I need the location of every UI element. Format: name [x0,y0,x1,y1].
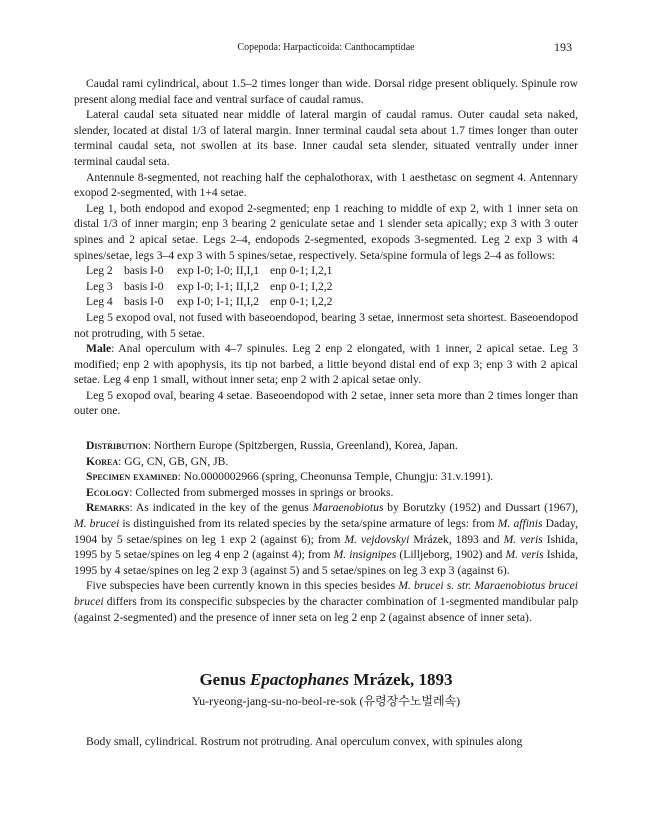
male-label: Male [86,342,112,356]
genus-description: Body small, cylindrical. Rostrum not protruding. Anal operculum convex, with spinules along [86,735,523,749]
formula-leg: Leg 4 [86,295,113,309]
taxon-name: M. brucei s. str. Maraenobiotus brucei brucei [74,579,578,608]
ecology-text: : Collected from submerged mosses in springs or brooks. [129,485,394,499]
taxon-name: M. vejdovskyi [344,532,410,546]
remarks-label: Remarks [86,501,130,515]
paragraph-leg5: Leg 5 exopod oval, not fused with baseoendopod, bearing 3 setae, innermost seta shortest. Baseoendopod not protruding, with 5 setae. [74,310,578,340]
paragraph-male [74,341,578,388]
taxon-name: M. brucei [74,517,120,531]
running-head-title: Copepoda: Harpacticoida: Canthocamptidae [237,42,415,53]
running-head [80,40,572,56]
taxon-name: M. insignipes [333,548,397,562]
subspecies-paragraph [74,578,578,625]
distribution-label: Distribution [86,439,148,453]
formula-exp: exp I-0; I-0; II,I,1 [177,264,260,278]
paragraph-caudal-rami: Caudal rami cylindrical, about 1.5–2 times longer than wide. Dorsal ridge present obliquely. Spinule row present along medial face and ventral surface of caudal ramus. [74,77,578,106]
section-spacer [74,419,578,438]
remarks-entry [74,500,578,578]
korea-label: Korea [86,454,119,468]
remarks-text: Mrázek, 1893 and [409,532,504,546]
remarks-text: Daday, 1904 by 5 setae/spines on leg 1 exp 2 (against 6); from [74,517,578,546]
ecology-entry [74,485,578,501]
specimen-text: : No.0000002966 (spring, Cheonunsa Temple, Chungju: 31.v.1991). [177,470,494,484]
seta-formula-table [74,263,578,310]
taxon-name: M. affinis [497,517,543,531]
formula-enp: enp 0-1; I,2,2 [270,295,333,309]
genus-prefix: Genus [199,670,250,690]
korea-text: : GG, CN, GB, GN, JB. [118,454,229,468]
genus-name: Epactophanes [249,670,350,690]
remarks-text: is distinguished from its related species by the seta/spine armature of legs: from [119,517,498,531]
taxon-name: Maraenobiotus [312,501,384,515]
formula-basis: basis I-0 [124,264,164,278]
remarks-text: Ishida, 1995 by 4 setae/spines on leg 2 exp 3 (against 5) and 5 setae/spines on leg 3 exp 3 (against 6). [74,548,579,577]
paragraph-antennule: Antennule 8-segmented, not reaching half the cephalothorax, with 1 aesthetasc on segment 4. Antennary exopod 2-segmented, with 1+4 setae. [74,170,578,200]
distribution-entry [74,438,578,454]
ecology-label: Ecology [86,485,130,499]
formula-leg: Leg 2 [86,264,113,278]
formula-basis: basis I-0 [124,279,164,293]
formula-enp: enp 0-1; I,2,1 [270,264,333,278]
genus-author: Mrázek, 1893 [349,670,453,690]
male-text: : Anal operculum with 4–7 spinules. Leg 2 enp 2 elongated, with 1 inner, 2 apical setae. Leg 3 modified; enp 2 with apophysis, its tip not barbed, a little beyond distal end of exp 3; enp 3 with 2 apical setae. Leg 4 enp 1 small, without inner seta; enp 2 with 2 apical setae only. [74,342,578,387]
remarks-text: : As indicated in the key of the genus [129,501,313,515]
formula-row [74,294,578,310]
specimen-entry [74,469,578,485]
remarks-text: (Lilljeborg, 1902) and [396,548,506,562]
section-spacer [74,625,578,669]
korea-entry [74,454,578,470]
formula-exp: exp I-0; I-1; II,I,2 [177,279,260,293]
body-text [74,76,578,750]
paragraph-male-leg5: Leg 5 exopod oval, bearing 4 setae. Baseoendopod with 2 setae, inner seta more than 2 times longer than outer one. [74,388,578,418]
genus-heading [74,669,578,691]
remarks-text: Ishida, 1995 by 5 setae/spines on leg 4 enp 2 (against 4); from [74,532,579,562]
subspecies-text: differs from its conspecific subspecies by the character combination of 1-segmented mandibular palp (against 2-segmented) and the presence of inner seta on leg 2 enp 2 (against absence of inner seta). [74,595,578,624]
specimen-label: Specimen examined [86,470,178,484]
subspecies-text: Five subspecies have been currently known in this species besides [86,579,399,593]
paragraph-legs: Leg 1, both endopod and exopod 2-segmented; enp 1 reaching to middle of exp 2, with 1 inner seta on distal 1/3 of inner margin; enp 3 bearing 2 geniculate setae and 1 slender seta apically; exp 3 with 3 outer spines and 2 apical setae. Legs 2–4, endopods 2-segmented, exopods 3-segmented. Leg 2 exp 3 with 4 spines/setae, legs 3–4 exp 3 with 5 spines/setae, respectively. Seta/spine formula of legs 2–4 as follows: [74,201,578,262]
formula-enp: enp 0-1; I,2,2 [270,279,333,293]
distribution-text: : Northern Europe (Spitzbergen, Russia, Greenland), Korea, Japan. [147,439,458,453]
section-spacer [74,710,578,734]
taxon-name: M. veris [503,532,543,546]
formula-basis: basis I-0 [124,295,164,309]
page-number: 193 [554,40,572,54]
taxon-name: M. veris [505,548,544,562]
formula-row [74,279,578,295]
genus-korean-name: Yu-ryeong-jang-su-no-beol-re-sok (유령장수노벌레속) [191,694,461,709]
formula-exp: exp I-0; I-1; II,I,2 [177,295,260,309]
paragraph-caudal-setae: Lateral caudal seta situated near middle of lateral margin of caudal ramus. Outer caudal seta naked, slender, located at distal 1/3 of lateral margin. Inner terminal caudal seta about 1.7 times longer than outer terminal caudal seta, not swollen at its base. Inner caudal seta slender, situated ventrally under inner terminal caudal seta. [74,108,578,168]
formula-leg: Leg 3 [86,279,113,293]
formula-row [74,263,578,279]
remarks-text: by Borutzky (1952) and Dussart (1967), [383,501,578,515]
